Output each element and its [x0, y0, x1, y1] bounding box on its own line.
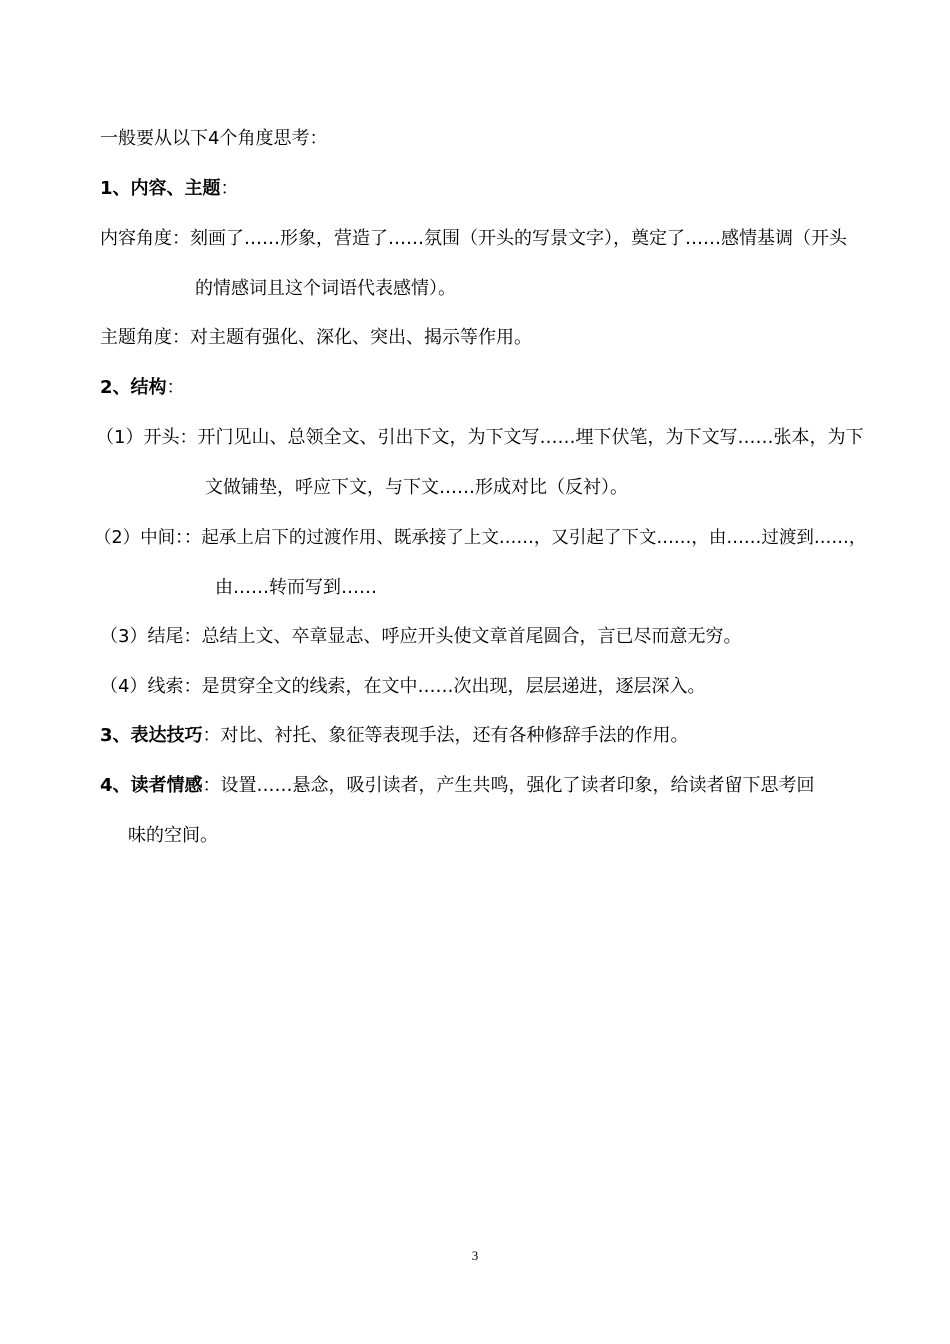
content-angle-text: 刻画了……形象，营造了……氛围（开头的写景文字），奠定了……感情基调（开头: [190, 228, 847, 249]
section4-heading: 4、读者情感: [100, 775, 203, 796]
structure-item-1-label: （1）开头：: [96, 427, 198, 448]
structure-item-3-text: 总结上文、卒章显志、呼应开头使文章首尾圆合，言已尽而意无穷。: [201, 626, 742, 647]
structure-item-1-text: 开门见山、总领全文、引出下文，为下文写……埋下伏笔，为下文写……张本，为下: [197, 427, 864, 448]
theme-angle-label: 主题角度：: [100, 327, 190, 348]
section4-line: [100, 773, 815, 799]
section1-colon: ：: [220, 178, 239, 199]
section4-line-2: [128, 823, 218, 849]
section1-heading-line: [100, 176, 239, 202]
intro-line: [100, 126, 327, 152]
content-angle-text-2: 的情感词且这个词语代表感情）。: [195, 278, 456, 299]
section2-colon: ：: [166, 377, 185, 398]
section3-heading: 3、表达技巧: [100, 725, 203, 746]
section4-text-2: 味的空间。: [128, 825, 218, 846]
structure-item-4-label: （4）线索：: [100, 676, 202, 697]
section2-heading-line: [100, 375, 185, 401]
section4-colon: ：: [202, 775, 221, 796]
theme-angle-text: 对主题有强化、深化、突出、揭示等作用。: [190, 327, 532, 348]
theme-angle-line: [100, 325, 532, 351]
section3-text: 对比、衬托、象征等表现手法，还有各种修辞手法的作用。: [220, 725, 689, 746]
structure-item-1-text-2: 文做铺垫，呼应下文，与下文……形成对比（反衬）。: [205, 477, 628, 498]
content-angle-line-2: [195, 276, 456, 302]
structure-item-3-label: （3）结尾：: [100, 626, 202, 647]
section4-text: 设置……悬念，吸引读者，产生共鸣，强化了读者印象，给读者留下思考回: [220, 775, 815, 796]
content-angle-label: 内容角度：: [100, 228, 190, 249]
structure-item-1-line-2: [205, 475, 628, 501]
structure-item-2-label: （2）中间：：: [94, 528, 202, 548]
structure-item-2-line-2: [215, 575, 377, 601]
page-number: 3: [471, 1248, 479, 1263]
structure-item-2-line: [94, 525, 866, 551]
section3-line: [100, 723, 689, 749]
structure-item-2-text-2: 由……转而写到……: [215, 577, 377, 598]
section1-heading: 1、内容、主题: [100, 178, 221, 199]
section3-colon: ：: [202, 725, 221, 746]
structure-item-4-text: 是贯穿全文的线索，在文中……次出现，层层递进，逐层深入。: [201, 676, 706, 697]
structure-item-3-line: [100, 624, 741, 650]
section2-heading: 2、结构: [100, 377, 167, 398]
content-angle-line: [100, 226, 847, 252]
intro-text: 一般要从以下4个角度思考：: [100, 128, 328, 149]
structure-item-4-line: [100, 674, 705, 700]
structure-item-1-line: [96, 425, 863, 451]
structure-item-2-text: 起承上启下的过渡作用、既承接了上文……，又引起了下文……，由……过渡到……，: [201, 528, 867, 548]
